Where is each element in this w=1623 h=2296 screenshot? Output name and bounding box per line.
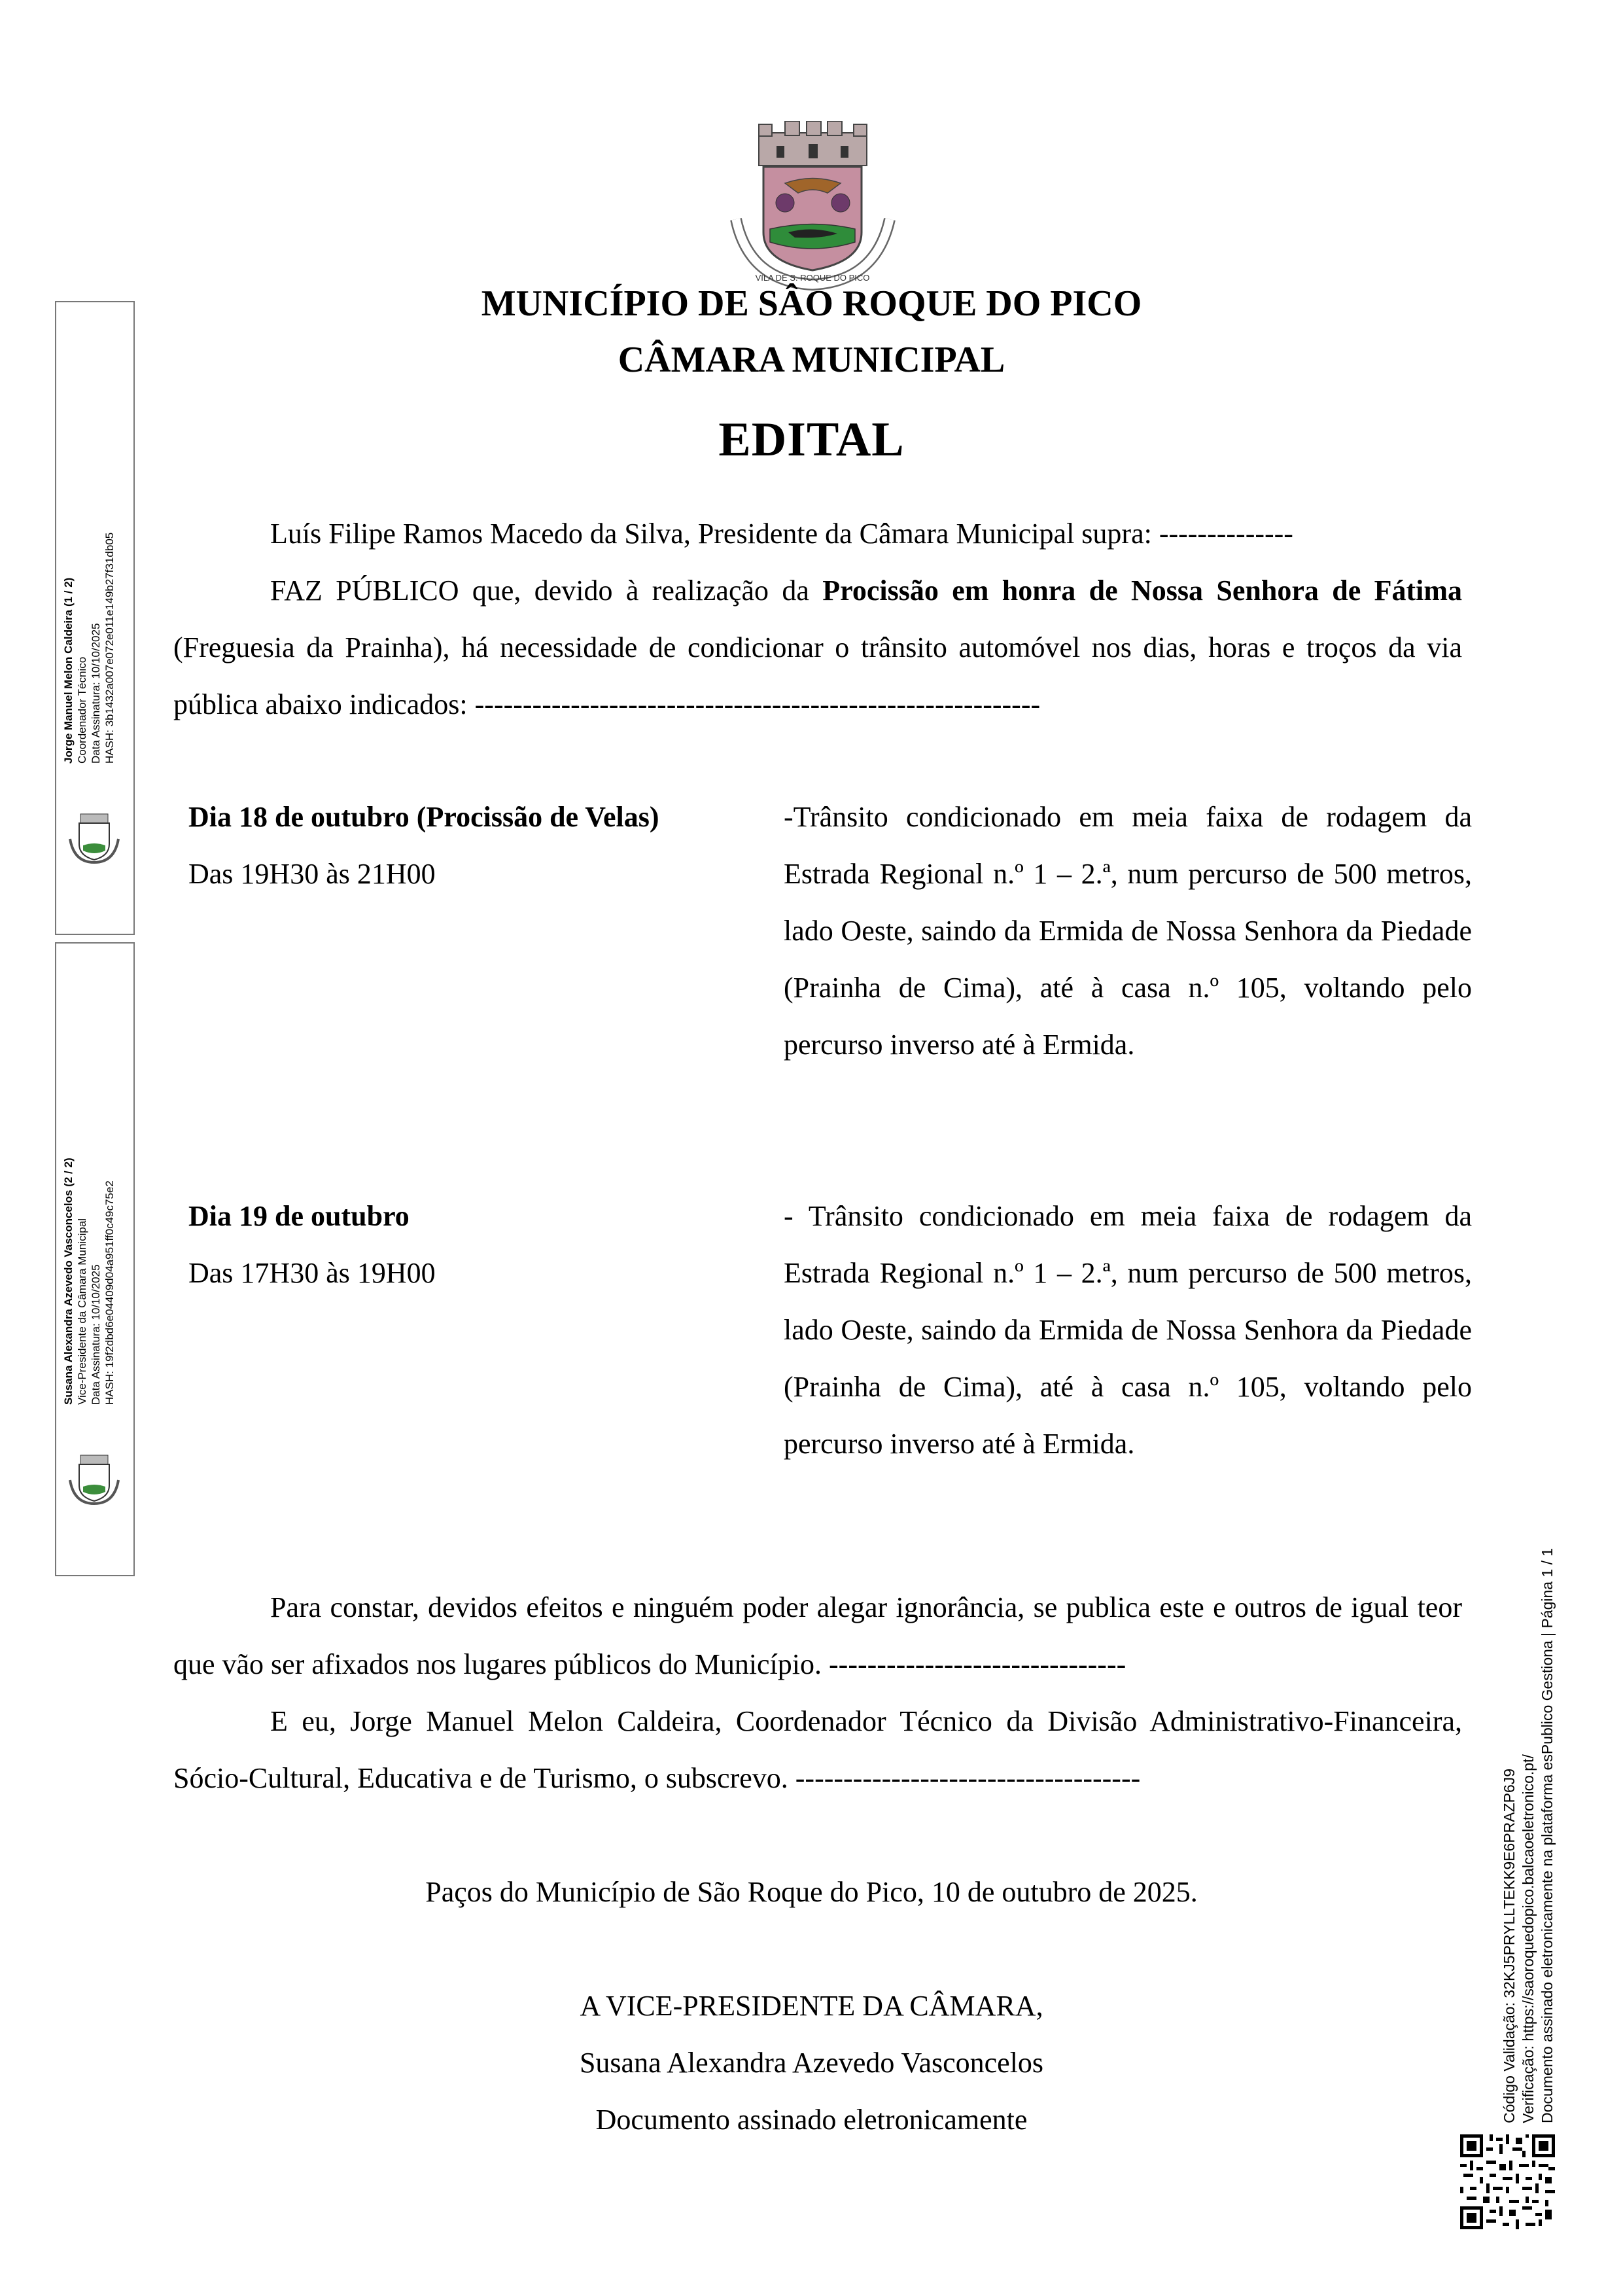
- intro-paragraph-1: Luís Filipe Ramos Macedo da Silva, Presidente da Câmara Municipal supra: --------------: [270, 518, 1293, 550]
- place-and-date: Paços do Município de São Roque do Pico, 10 de outubro de 2025.: [425, 1876, 1198, 1908]
- council-name: CÂMARA MUNICIPAL: [618, 340, 1005, 380]
- event-1-hours: Das 19H30 às 21H00: [188, 858, 436, 890]
- signature-2-seal-icon: [67, 1454, 121, 1505]
- validation-code: Código Validação: 32KJ5PRYLLTEKK9E6PRAZP6J9: [1501, 1768, 1518, 2123]
- verification-url[interactable]: Verificação: https://saoroquedopico.balcaoeletronico.pt/: [1520, 1754, 1537, 2123]
- signature-block-2: [55, 942, 135, 1576]
- municipal-coat-of-arms-logo: [723, 121, 903, 291]
- event-1-day: Dia 18 de outubro (Procissão de Velas): [188, 801, 659, 833]
- event-2-hours: Das 17H30 às 19H00: [188, 1257, 436, 1289]
- signer-name: Susana Alexandra Azevedo Vasconcelos: [579, 2047, 1044, 2079]
- event-2-day: Dia 19 de outubro: [188, 1200, 410, 1232]
- signature-1-text: Jorge Manuel Melon Caldeira (1 / 2) Coordenador Técnico Data Assinatura: 10/10/2025 HASH: 3b1432a007e072e011e149b27f31db05: [62, 532, 116, 764]
- qr-code-icon[interactable]: [1460, 2134, 1555, 2229]
- municipality-name: MUNICÍPIO DE SÂO ROQUE DO PICO: [481, 283, 1142, 324]
- signature-1-seal-icon: [67, 813, 121, 864]
- intro-paragraph-2: FAZ PÚBLICO que, devido à realização da Procissão em honra de Nossa Senhora de Fátima (Freguesia da Prainha), há necessidade de condicionar o trânsito automóvel nos dias, horas e troços da via pública abaixo indicados: -----------------------------------------------------------: [173, 574, 1462, 720]
- platform-note: Documento assinado eletronicamente na plataforma esPublico Gestiona | Página 1 / 1: [1539, 1547, 1556, 2123]
- event-1-schedule: [188, 788, 777, 902]
- logo-motto: VILA DE S. ROQUE DO PICO: [755, 273, 870, 283]
- signature-2-text: Susana Alexandra Azevedo Vasconcelos (2 / 2) Vice-Presidente da Câmara Municipal Data Assinatura: 10/10/2025 HASH: 19f2dbd6e04409d04a951ff0c49c75e2: [62, 1157, 116, 1405]
- verification-info: [1500, 1548, 1557, 2123]
- closing-paragraph-1: Para constar, devidos efeitos e ninguém poder alegar ignorância, se publica este e outros de igual teor que vão ser afixados nos lugares públicos do Município. -------------------------------: [173, 1591, 1462, 1680]
- procession-name: Procissão em honra de Nossa Senhora de Fátima: [822, 574, 1462, 607]
- event-2-description: - Trânsito condicionado em meia faixa de rodagem da Estrada Regional n.º 1 – 2.ª, num percurso de 500 metros, lado Oeste, saindo da Ermida de Nossa Senhora da Piedade (Prainha de Cima), até à casa n.º 105, voltando pelo percurso inverso até à Ermida.: [784, 1200, 1472, 1460]
- closing-paragraph-2: E eu, Jorge Manuel Melon Caldeira, Coordenador Técnico da Divisão Administrativo-Financeira, Sócio-Cultural, Educativa e de Turismo, o subscrevo. ------------------------------------: [173, 1705, 1462, 1794]
- signer-role: A VICE-PRESIDENTE DA CÂMARA,: [580, 1990, 1043, 2022]
- signed-electronically-note: Documento assinado eletronicamente: [595, 2104, 1028, 2136]
- event-2-schedule: [188, 1188, 777, 1301]
- document-title: EDITAL: [718, 413, 905, 467]
- event-1-description: -Trânsito condicionado em meia faixa de rodagem da Estrada Regional n.º 1 – 2.ª, num percurso de 500 metros, lado Oeste, saindo da Ermida de Nossa Senhora da Piedade (Prainha de Cima), até à casa n.º 105, voltando pelo percurso inverso até à Ermida.: [784, 801, 1472, 1061]
- signature-block-1: [55, 301, 135, 935]
